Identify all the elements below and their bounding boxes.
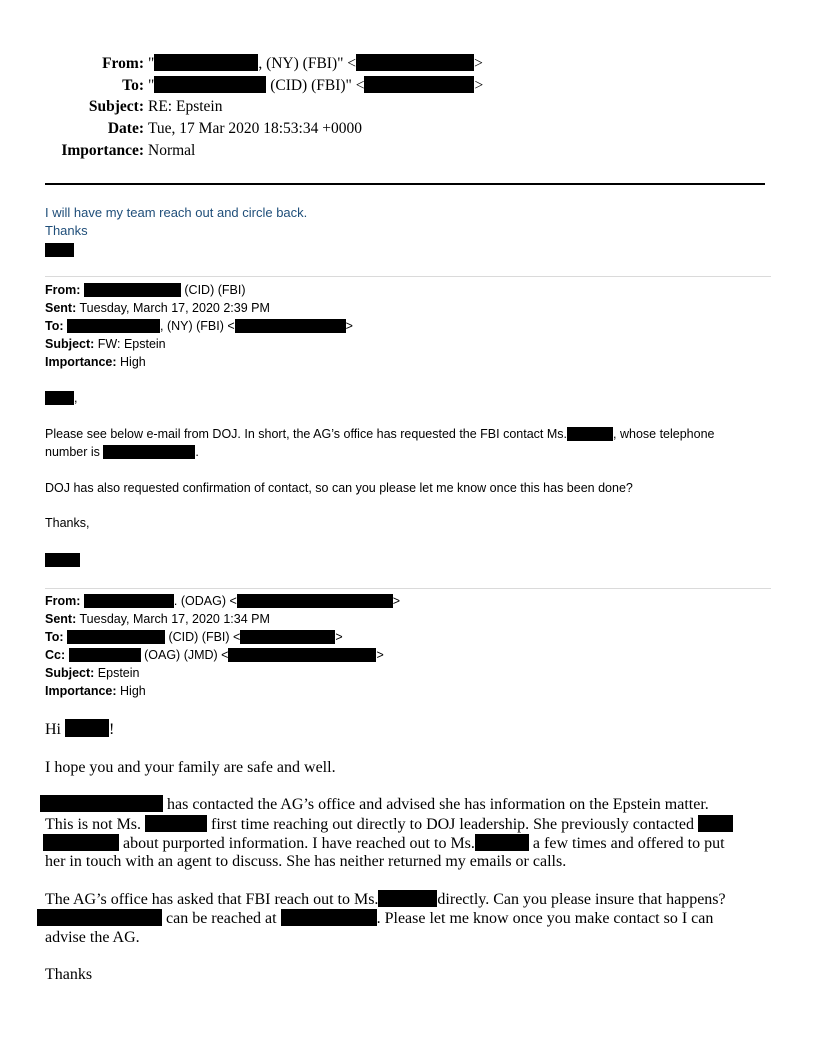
redaction bbox=[145, 815, 207, 832]
importance-label: Importance: bbox=[61, 142, 144, 159]
fw-salutation: , bbox=[45, 391, 77, 405]
redaction bbox=[67, 319, 160, 333]
orig-p1-line-3: about purported information. I have reached out to Ms. a few times and offered to put bbox=[43, 834, 725, 853]
reply-line-2: Thanks bbox=[45, 223, 88, 238]
orig-p2-line-2: can be reached at . Please let me know once you make contact so I can bbox=[37, 909, 713, 928]
orig-hope-line: I hope you and your family are safe and well. bbox=[45, 759, 336, 776]
fw-sent-row: Sent: Tuesday, March 17, 2020 2:39 PM bbox=[45, 301, 270, 315]
redaction bbox=[240, 630, 335, 644]
subject-value: RE: Epstein bbox=[148, 98, 223, 115]
header-subject-row bbox=[0, 98, 222, 116]
fw-importance-row: Importance: High bbox=[45, 355, 146, 369]
redaction bbox=[154, 76, 266, 93]
redaction bbox=[356, 54, 474, 71]
orig-p1-line-2: This is not Ms. first time reaching out directly to DOJ leadership. She previously contacted bbox=[45, 815, 733, 834]
date-label: Date: bbox=[107, 120, 144, 137]
redaction bbox=[698, 815, 733, 832]
fw-thanks: Thanks, bbox=[45, 516, 90, 530]
redaction bbox=[84, 283, 181, 297]
reply-line-1: I will have my team reach out and circle back. bbox=[45, 205, 308, 220]
subject-label: Subject: bbox=[88, 98, 144, 115]
header-to-row: To: " (CID) (FBI)" < > bbox=[0, 76, 483, 95]
orig-p1-line-4: her in touch with an agent to discuss. She has neither returned my emails or calls. bbox=[45, 853, 567, 870]
orig-p1-line-1: has contacted the AG’s office and advised she has information on the Epstein matter. bbox=[40, 795, 709, 814]
to-label: To: bbox=[122, 77, 144, 94]
orig-sent-row: Sent: Tuesday, March 17, 2020 1:34 PM bbox=[45, 612, 270, 626]
redaction bbox=[69, 648, 141, 662]
orig-greeting: Hi ! bbox=[45, 721, 115, 738]
from-label: From: bbox=[102, 55, 144, 72]
header-from-row: From: " , (NY) (FBI)" < > bbox=[0, 54, 483, 73]
redaction bbox=[281, 909, 377, 926]
redaction bbox=[154, 54, 258, 71]
date-value: Tue, 17 Mar 2020 18:53:34 +0000 bbox=[148, 120, 362, 137]
header-importance-row bbox=[0, 142, 195, 160]
orig-to-row: To: (CID) (FBI) < > bbox=[45, 630, 343, 644]
orig-from-row: From: . (ODAG) < > bbox=[45, 594, 401, 608]
redaction bbox=[65, 719, 109, 737]
fw-paragraph-1-line-1: Please see below e-mail from DOJ. In short, the AG’s office has requested the FBI contact Ms. , whose telephone bbox=[45, 427, 715, 441]
importance-value: Normal bbox=[148, 142, 196, 159]
orig-p2-line-1: The AG’s office has asked that FBI reach out to Ms. directly. Can you please insure that happens? bbox=[45, 891, 726, 908]
redaction bbox=[67, 630, 165, 644]
signature-redaction bbox=[45, 243, 74, 257]
redaction bbox=[40, 795, 163, 812]
redaction bbox=[45, 391, 74, 405]
fw-paragraph-1-line-2: number is . bbox=[45, 445, 199, 459]
orig-subject-row: Subject: Epstein bbox=[45, 666, 140, 680]
fw-paragraph-2: DOJ has also requested confirmation of contact, so can you please let me know once this has been done? bbox=[45, 481, 633, 495]
redaction bbox=[84, 594, 174, 608]
redaction bbox=[378, 890, 437, 907]
redaction bbox=[228, 648, 376, 662]
header-divider bbox=[45, 183, 765, 185]
orig-importance-row: Importance: High bbox=[45, 684, 146, 698]
fw-to-row: To: , (NY) (FBI) < > bbox=[45, 319, 353, 333]
redaction bbox=[235, 319, 346, 333]
redaction bbox=[475, 834, 529, 851]
signature-redaction bbox=[45, 553, 80, 567]
fw-subject-row: Subject: FW: Epstein bbox=[45, 337, 166, 351]
message-divider bbox=[45, 276, 771, 277]
redaction bbox=[567, 427, 613, 441]
header-date-row bbox=[0, 120, 362, 138]
orig-thanks: Thanks bbox=[45, 966, 93, 983]
redaction bbox=[43, 834, 119, 851]
redaction bbox=[103, 445, 195, 459]
orig-cc-row: Cc: (OAG) (JMD) < > bbox=[45, 648, 384, 662]
message-divider bbox=[45, 588, 771, 589]
redaction bbox=[37, 909, 162, 926]
redaction bbox=[237, 594, 393, 608]
redaction bbox=[364, 76, 474, 93]
orig-p2-line-3: advise the AG. bbox=[45, 929, 140, 946]
fw-from-row: From: (CID) (FBI) bbox=[45, 283, 246, 297]
